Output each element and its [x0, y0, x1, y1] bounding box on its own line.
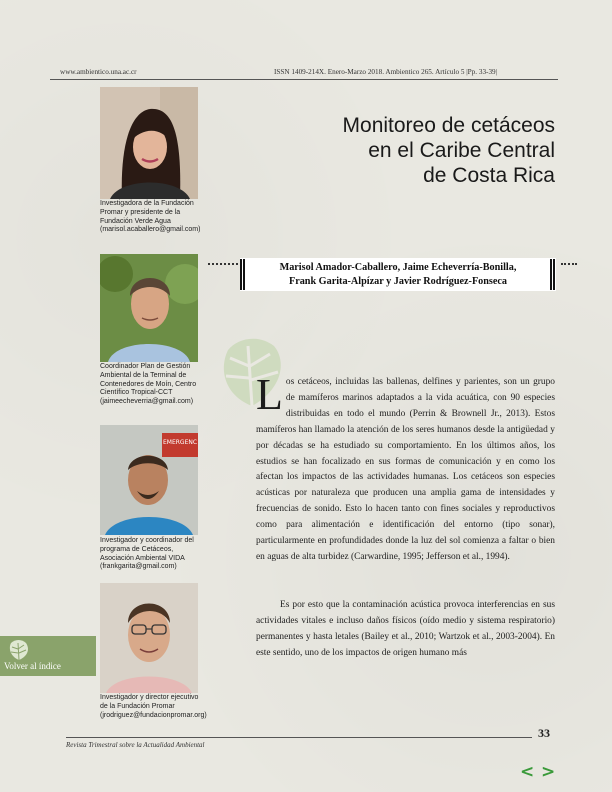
authors-dots-left	[208, 263, 238, 265]
header-site[interactable]: www.ambientico.una.ac.cr	[60, 68, 137, 76]
authors-line-1: Marisol Amador-Caballero, Jaime Echeverría-Bonilla,	[279, 262, 517, 273]
footer-rule	[66, 737, 532, 738]
authors-line-2: Frank Garita-Alpízar y Javier Rodríguez-Fonseca	[288, 276, 508, 287]
dropcap: L	[256, 370, 283, 419]
profile-caption-2: Coordinador Plan de Gestión Ambiental de la Terminal de Contenedores de Moín, Centro Científico Tropical-CCT (jaimeecheverria@gmail.com)	[100, 363, 197, 406]
header-issn: ISSN 1409-214X. Enero-Marzo 2018. Ambientico 265. Artículo 5 |Pp. 33-39|	[274, 68, 498, 76]
authors-names	[250, 261, 546, 289]
journal-tagline: Revista Trimestral sobre la Actualidad Ambiental	[66, 741, 205, 749]
author-photo-2	[100, 254, 198, 362]
leaf-small-icon	[8, 639, 30, 661]
body-paragraph-1	[256, 370, 555, 566]
title-line-3: de Costa Rica	[423, 164, 555, 187]
back-to-index-label: Volver al índice	[4, 661, 61, 671]
profile-caption-1: Investigadora de la Fundación Promar y presidente de la Fundación Verde Agua (marisol.acaballero@gmail.com)	[100, 200, 201, 234]
author-photo-1	[100, 87, 198, 199]
page-number: 33	[538, 726, 550, 740]
photo-sign-text: EMERGENC	[163, 439, 198, 446]
profile-caption-3: Investigador y coordinador del programa de Cetáceos, Asociación Ambiental VIDA (frankgarita@gmail.com)	[100, 537, 194, 571]
next-page-button[interactable]: >	[541, 762, 556, 782]
author-photo-3	[100, 425, 198, 535]
back-to-index-button[interactable]	[0, 636, 96, 676]
header-rule	[50, 79, 558, 80]
title-line-1: Monitoreo de cetáceos	[342, 114, 555, 137]
body-paragraph-2: Es por esto que la contaminación acústica provoca interferencias en sus actividades vitales e incluso daños físicos (oído medio y sistema respiratorio) permanentes y hasta letales (Bailey et al., 2010; Wartzok et al., 2003-2004). En este sentido, uno de los impactos de origen humano más	[256, 600, 555, 658]
authors-bar-right	[550, 259, 556, 290]
authors-box	[240, 258, 556, 291]
authors-dots-right	[561, 263, 577, 265]
author-photo-4	[100, 583, 198, 693]
body-p1-text: os cetáceos, incluidas las ballenas, delfines y parientes, son un grupo de mamíferos marinos adaptados a la vida acuática, con 90 especies distribuidas en todo el mundo (Perrin & Brownell Jr., 2013). Estos mamíferos han llamado la atención de los seres humanos desde la antigüedad y por décadas se ha estudiado su comportamiento. En los últimos años, los estudios se han focalizado en sus formas de comunicación y en como los afectan los impactos de las actividades humanas. Los cetáceos son especies acústicas por naturaleza que producen una amplia gama de intensidades y frecuencias de sonido. Esto lo hacen tanto con fines sociales y reproductivos como para alimentación e identificación del entorno (tipo sonar), particularmente en profundidades donde la luz del sol comienza a faltar o bien en aguas de alta turbidez (Carwardine, 1995; Jefferson et al., 1994).	[256, 377, 555, 562]
profile-caption-4: Investigador y director ejecutivo de la Fundación Promar (jrodriguez@fundacionpromar.org)	[100, 694, 207, 719]
article-title	[255, 113, 555, 188]
title-line-2: en el Caribe Central	[368, 139, 555, 162]
authors-bar-left	[240, 259, 246, 290]
prev-page-button[interactable]: <	[520, 762, 535, 782]
